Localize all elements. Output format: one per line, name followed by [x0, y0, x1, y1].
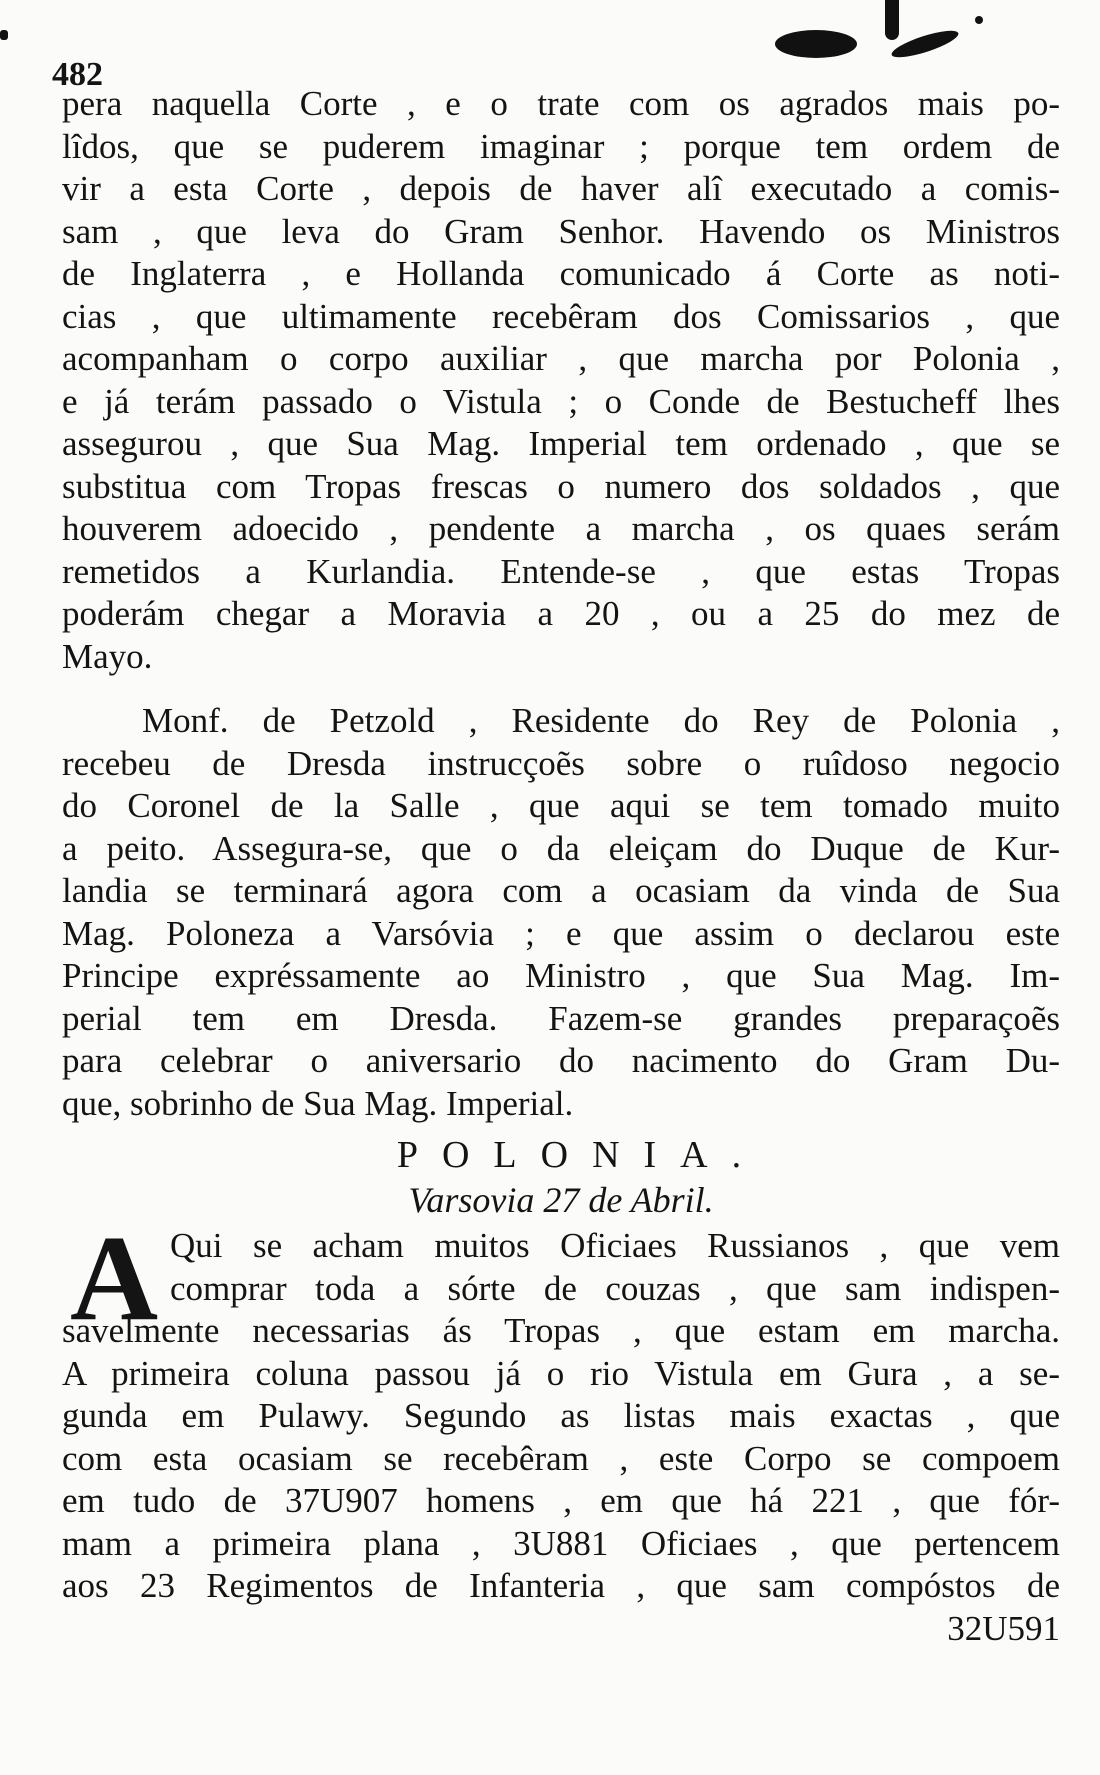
- text-line: Principe expréssamente ao Ministro , que Sua Mag. Im-: [62, 956, 1060, 995]
- ink-blot: [0, 30, 8, 40]
- text-line: lîdos, que se puderem imaginar ; porque tem ordem de: [62, 126, 1060, 166]
- text-line: mam a primeira plana , 3U881 Oficiaes , que pertencem: [62, 1523, 1060, 1563]
- text-line: de Inglaterra , e Hollanda comunicado á Corte as noti-: [62, 254, 1060, 293]
- paragraph-1: [62, 83, 1060, 678]
- text-line: poderám chegar a Moravia a 20 , ou a 25 do mez de: [62, 594, 1060, 633]
- text-line: e já terám passado o Vistula ; o Conde de Bestucheff lhes: [62, 381, 1060, 421]
- text-line: aos 23 Regimentos de Infanteria , que sam compóstos de: [62, 1566, 1060, 1605]
- text-line: que, sobrinho de Sua Mag. Imperial.: [62, 1083, 574, 1123]
- text-line: vir a esta Corte , depois de haver alî executado a comis-: [62, 169, 1060, 208]
- text-line: acompanham o corpo auxiliar , que marcha por Polonia ,: [62, 339, 1060, 378]
- text-line: Mayo.: [62, 636, 153, 676]
- text-line: a peito. Assegura-se, que o da eleiçam do Duque de Kur-: [62, 828, 1060, 868]
- section-heading: POLONIA.: [396, 1134, 766, 1176]
- text-line: com esta ocasiam se recebêram , este Corpo se compoem: [62, 1438, 1060, 1478]
- text-line: cias , que ultimamente recebêram dos Comissarios , que: [62, 296, 1060, 336]
- text-line: landia se terminará agora com a ocasiam da vinda de Sua: [62, 871, 1060, 910]
- text-line: sam , que leva do Gram Senhor. Havendo os Ministros: [62, 211, 1060, 251]
- text-line: comprar toda a sórte de couzas , que sam indispen-: [170, 1268, 1060, 1308]
- ink-blot: [889, 26, 961, 63]
- paragraph-3: [62, 1211, 1060, 1650]
- text-line: pera naquella Corte , e o trate com os agrados mais po-: [62, 84, 1060, 123]
- paragraph-2: [62, 700, 1060, 1125]
- text-line: savelmente necessarias ás Tropas , que estam em marcha.: [62, 1311, 1060, 1350]
- text-line: remetidos a Kurlandia. Entende-se , que estas Tropas: [62, 551, 1060, 591]
- text-line: houverem adoecido , pendente a marcha , os quaes serám: [62, 509, 1060, 548]
- ink-blot: [775, 30, 857, 58]
- text-line: recebeu de Dresda instrucçoẽs sobre o ruîdoso negocio: [62, 743, 1060, 783]
- text-line: A primeira coluna passou já o rio Vistula em Gura , a se-: [62, 1353, 1060, 1393]
- text-line: perial tem em Dresda. Fazem-se grandes preparaçoẽs: [62, 998, 1060, 1038]
- text-line: do Coronel de la Salle , que aqui se tem tomado muito: [62, 786, 1060, 825]
- text-line: gunda em Pulawy. Segundo as listas mais exactas , que: [62, 1396, 1060, 1435]
- text-line: Qui se acham muitos Oficiaes Russianos , que vem: [170, 1226, 1060, 1265]
- catchword: 32U591: [947, 1608, 1060, 1648]
- text-line: substitua com Tropas frescas o numero dos soldados , que: [62, 466, 1060, 506]
- dateline: Varsovia 27 de Abril.: [408, 1180, 714, 1220]
- text-line: Mag. Poloneza a Varsóvia ; e que assim o declarou este: [62, 913, 1060, 953]
- page-number: 482: [52, 56, 103, 93]
- ink-blot: [885, 0, 899, 40]
- ink-blot: [975, 16, 983, 24]
- text-line: em tudo de 37U907 homens , em que há 221 , que fór-: [62, 1481, 1060, 1520]
- text-line: Monf. de Petzold , Residente do Rey de Polonia ,: [142, 701, 1060, 740]
- drop-cap: A: [70, 1211, 159, 1346]
- section-heading-block: [62, 1132, 1060, 1222]
- text-line: assegurou , que Sua Mag. Imperial tem ordenado , que se: [62, 424, 1060, 463]
- text-line: para celebrar o aniversario do nacimento do Gram Du-: [62, 1041, 1060, 1080]
